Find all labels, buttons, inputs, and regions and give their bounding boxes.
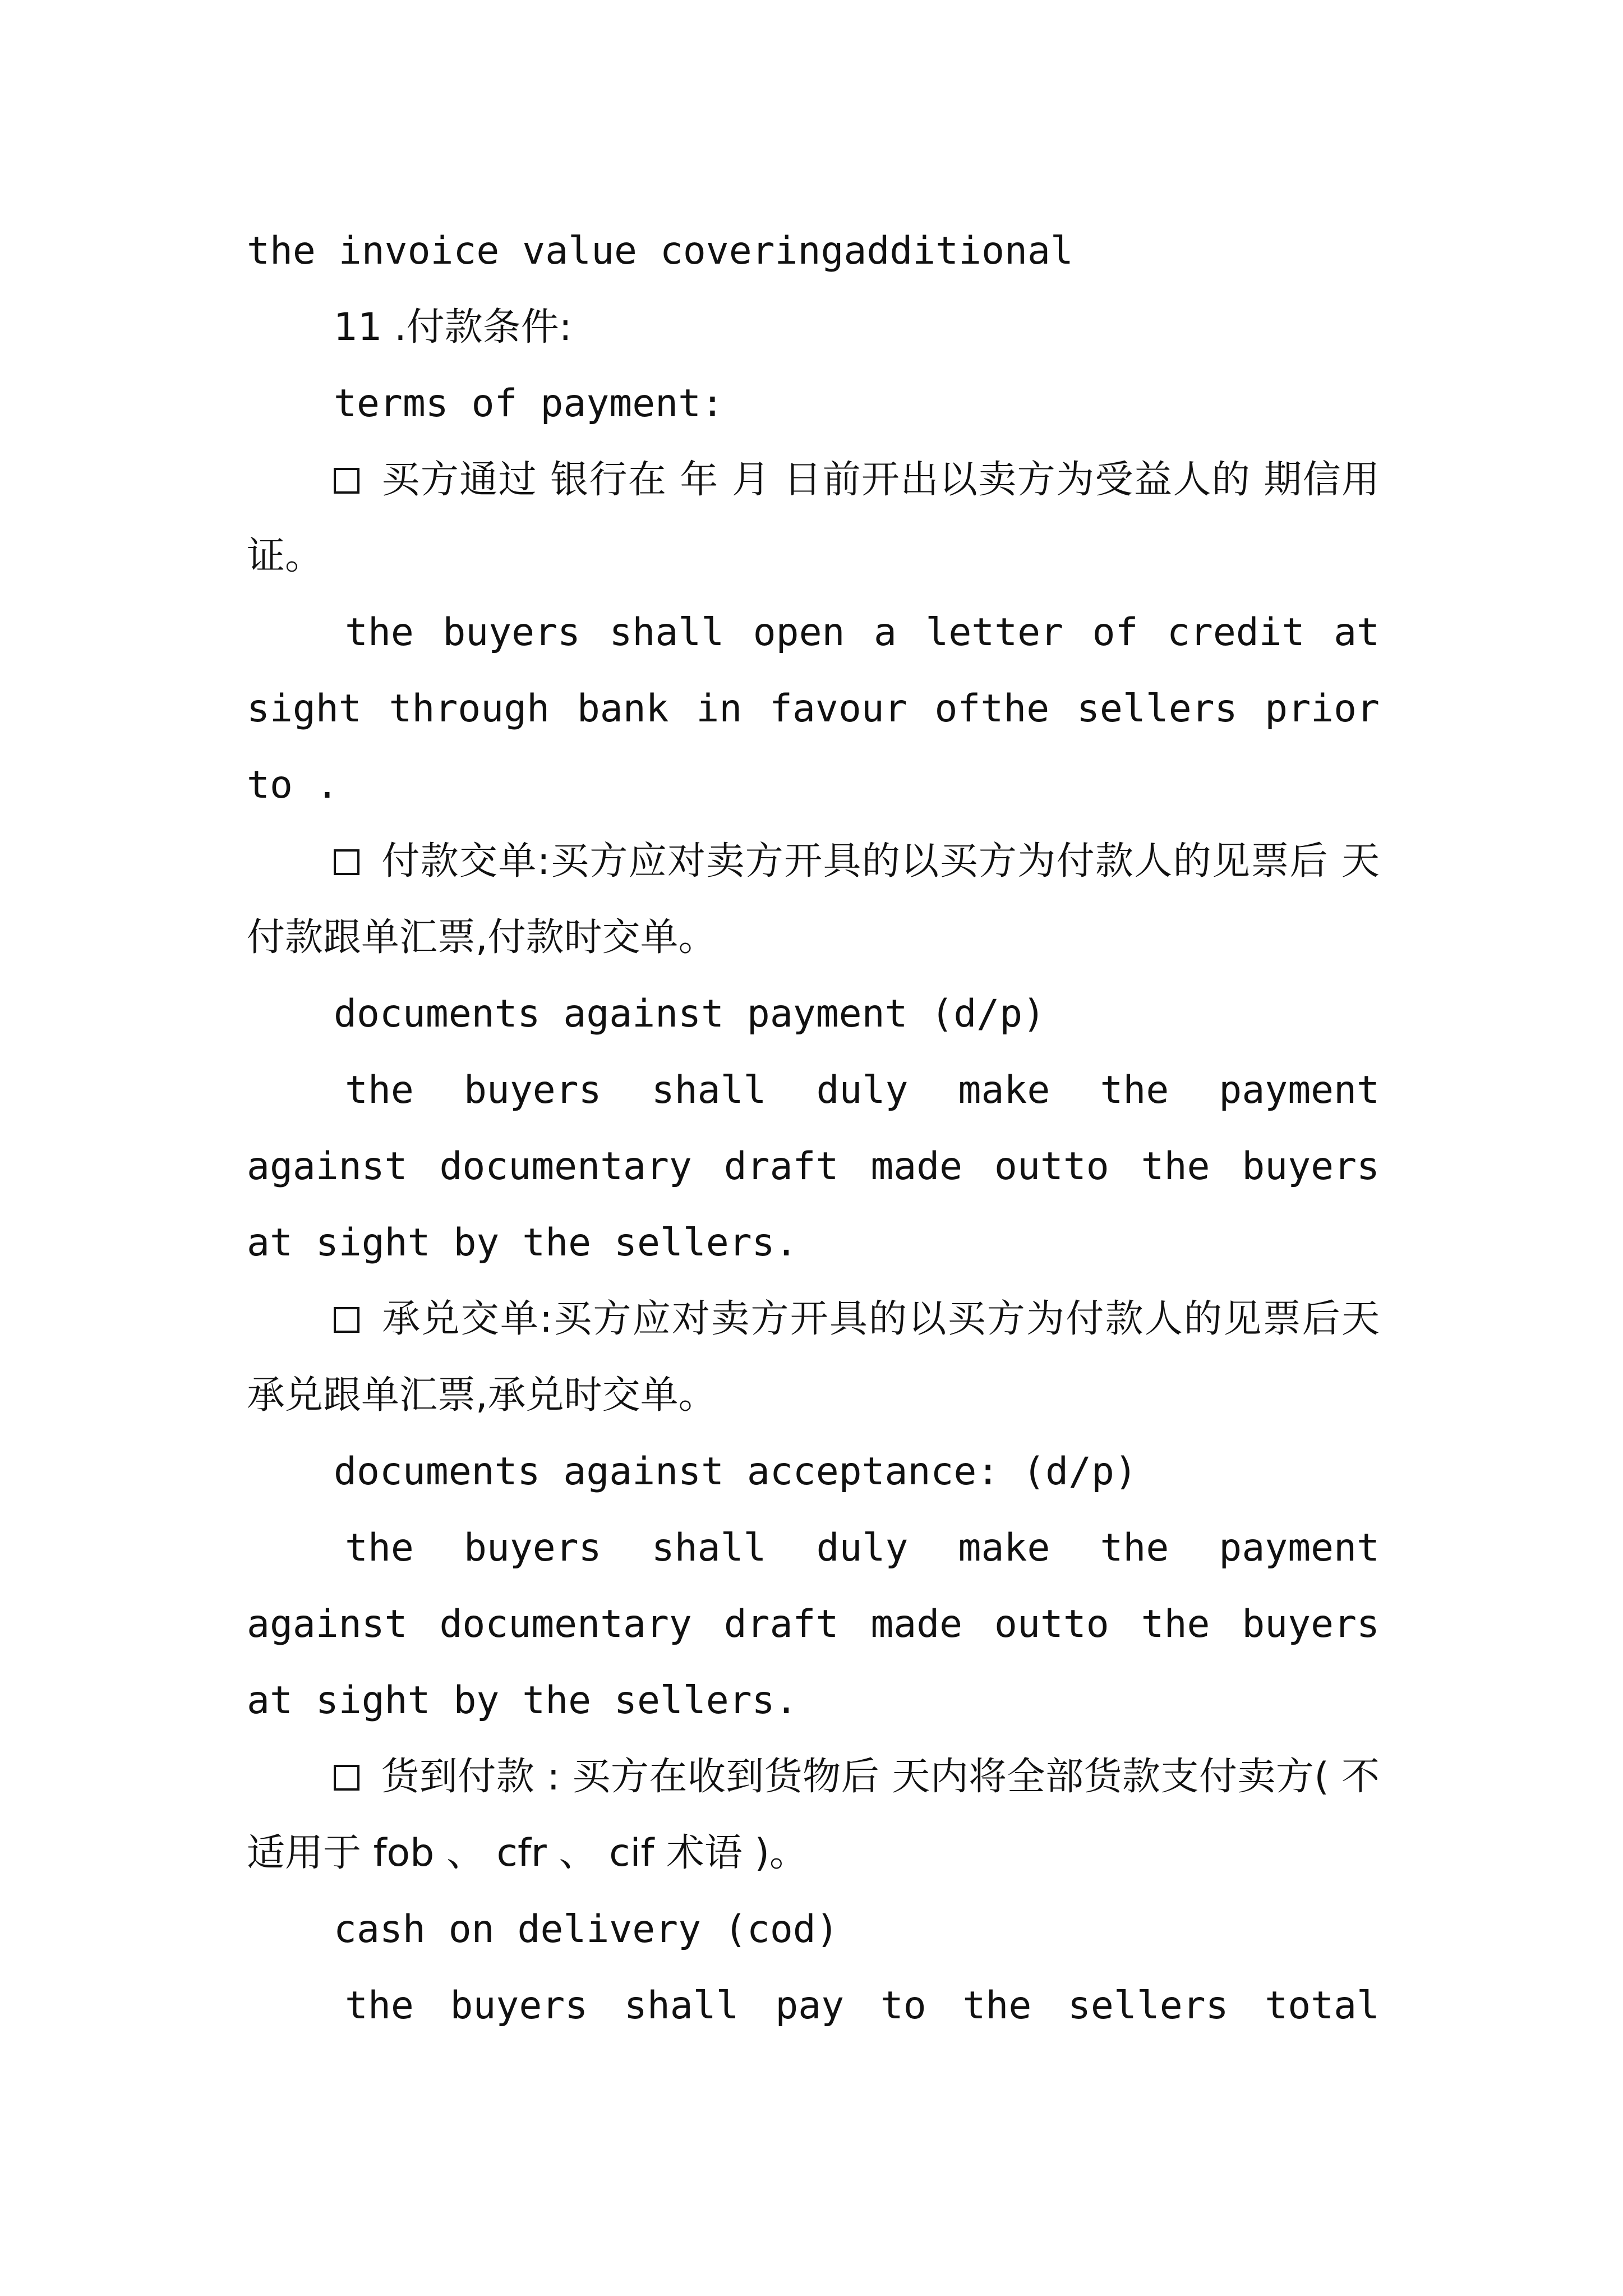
letter-of-credit-checkbox[interactable]: [334, 468, 359, 494]
option-cash-on-delivery-cn: [247, 1739, 1380, 1892]
documents-against-payment-cn-text: 付款交单:买方应对卖方开具的以买方为付款人的见票后 天付款跟单汇票,付款时交单。: [247, 839, 1380, 960]
cash-on-delivery-cn-text: 货到付款 : 买方在收到货物后 天内将全部货款支付卖方( 不适用于 fob 、 cfr 、 cif 术语 )。: [247, 1755, 1380, 1875]
option-documents-against-acceptance-cn: [247, 1281, 1380, 1434]
documents-against-acceptance-cn-text: 承兑交单:买方应对卖方开具的以买方为付款人的见票后天承兑跟单汇票,承兑时交单。: [247, 1297, 1380, 1418]
documents-against-payment-checkbox[interactable]: [334, 849, 359, 875]
option-letter-of-credit-cn: [247, 442, 1380, 595]
cash-on-delivery-checkbox[interactable]: [334, 1765, 359, 1791]
documents-against-acceptance-en: the buyers shall duly make the payment against documentary draft made outto the buyers at sight by the sellers.: [247, 1526, 1380, 1723]
documents-against-payment-heading: documents against payment (d/p): [334, 992, 1046, 1036]
option-letter-of-credit-en: the buyers shall open a letter of credit at sight through bank in favour ofthe sellers prior to .: [247, 610, 1380, 807]
document-body: [247, 213, 1380, 2044]
letter-of-credit-cn-text: 买方通过 银行在 年 月 日前开出以卖方为受益人的 期信用证。: [247, 458, 1380, 578]
heading-terms-of-payment-en: terms of payment:: [334, 381, 724, 426]
cash-on-delivery-en: the buyers shall pay to the sellers total: [345, 1984, 1380, 2028]
option-documents-against-payment-cn: [247, 823, 1380, 976]
cash-on-delivery-heading: cash on delivery (cod): [334, 1907, 839, 1952]
heading-terms-of-payment-cn: 11 .付款条件:: [334, 305, 572, 349]
documents-against-acceptance-checkbox[interactable]: [334, 1307, 359, 1333]
documents-against-acceptance-heading: documents against acceptance: (d/p): [334, 1450, 1137, 1494]
documents-against-payment-en: the buyers shall duly make the payment against documentary draft made outto the buyers at sight by the sellers.: [247, 1068, 1380, 1265]
paragraph-invoice-value: the invoice value coveringadditional: [247, 229, 1073, 273]
